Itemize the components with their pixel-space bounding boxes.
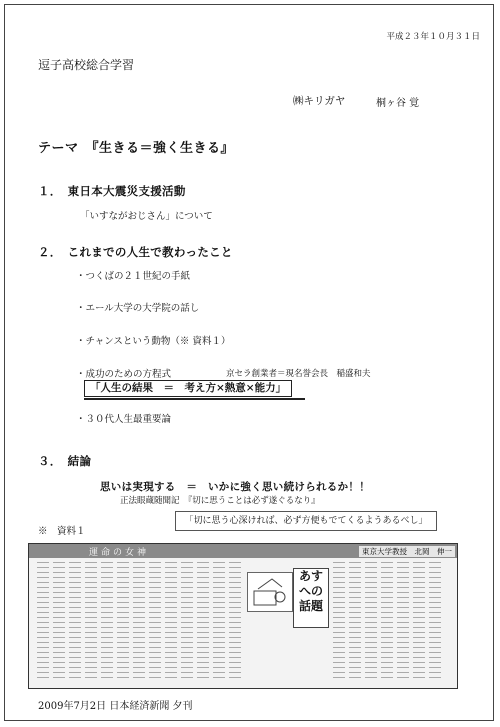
section-1-item: 「いすながおじさん」について <box>80 211 213 222</box>
section-2-item: ・３０代人生最重要論 <box>76 414 172 425</box>
clipping-text-column <box>397 562 409 682</box>
clipping-text-column <box>133 562 145 682</box>
conclusion-statement: 思いは実現する ＝ いかに強く思い続けられるか！！ <box>100 481 370 493</box>
success-equation: 「人生の結果 ＝ 考え方×熱意×能力」 <box>84 380 292 397</box>
conclusion-source: 正法眼蔵随聞記 『切に思うことは必ず遂ぐるなり』 <box>120 496 320 506</box>
clipping-text-column <box>101 562 113 682</box>
school-course-title: 逗子高校総合学習 <box>38 58 135 72</box>
clipping-text-column <box>381 562 393 682</box>
clipping-text-column <box>165 562 177 682</box>
theme-title: テーマ 『生きる＝強く生きる』 <box>38 141 235 156</box>
clipping-text-column <box>213 562 225 682</box>
hand-and-book-icon <box>248 573 292 611</box>
clipping-text-column <box>149 562 161 682</box>
clipping-text-column <box>85 562 97 682</box>
clipping-text-column <box>429 562 441 682</box>
clipping-text-column <box>69 562 81 682</box>
section-2-item: ・成功のための方程式 <box>76 369 172 380</box>
clipping-text-column <box>197 562 209 682</box>
author-name: 桐ヶ谷 覚 <box>376 98 420 109</box>
section-2-item: ・つくばの２１世紀の手紙 <box>76 271 191 282</box>
clipping-text-column <box>117 562 129 682</box>
clipping-illustration <box>247 572 293 612</box>
section-2-item: ・チャンスという動物（※ 資料１） <box>76 336 231 347</box>
clipping-author-tag: 東京大学教授 北岡 伸一 <box>359 546 455 557</box>
section-2-item: ・エール大学の大学院の話し <box>76 303 200 314</box>
clipping-badge: あすへの話題 <box>293 568 329 628</box>
clipping-source: 2009年7月2日 日本経済新聞 夕刊 <box>38 701 193 712</box>
appendix-label: ※ 資料１ <box>38 526 86 537</box>
section-3-heading: ３． 結論 <box>38 454 92 468</box>
clipping-header-bar <box>29 544 457 558</box>
clipping-text-column <box>349 562 361 682</box>
conclusion-quote: 「切に思う心深ければ、必ず方便もでてくるようあるべし」 <box>175 511 437 531</box>
company-name: ㈱キリガヤ <box>293 95 346 107</box>
clipping-text-column <box>333 562 345 682</box>
equation-underline <box>84 398 305 400</box>
clipping-text-column <box>413 562 425 682</box>
section-2-heading: ２． これまでの人生で教わったこと <box>38 245 233 259</box>
newspaper-clipping <box>28 543 458 689</box>
clipping-text-column <box>229 562 241 682</box>
clipping-text-column <box>37 562 49 682</box>
clipping-column-title: 運命の女神 <box>89 548 150 558</box>
clipping-text-column <box>365 562 377 682</box>
document-date: 平成２３年１０月３１日 <box>386 32 480 42</box>
clipping-text-column <box>53 562 65 682</box>
section-1-heading: １． 東日本大震災支援活動 <box>38 184 186 198</box>
clipping-text-column <box>181 562 193 682</box>
founder-note: 京セラ創業者＝現名誉会長 稲盛和夫 <box>226 369 371 379</box>
